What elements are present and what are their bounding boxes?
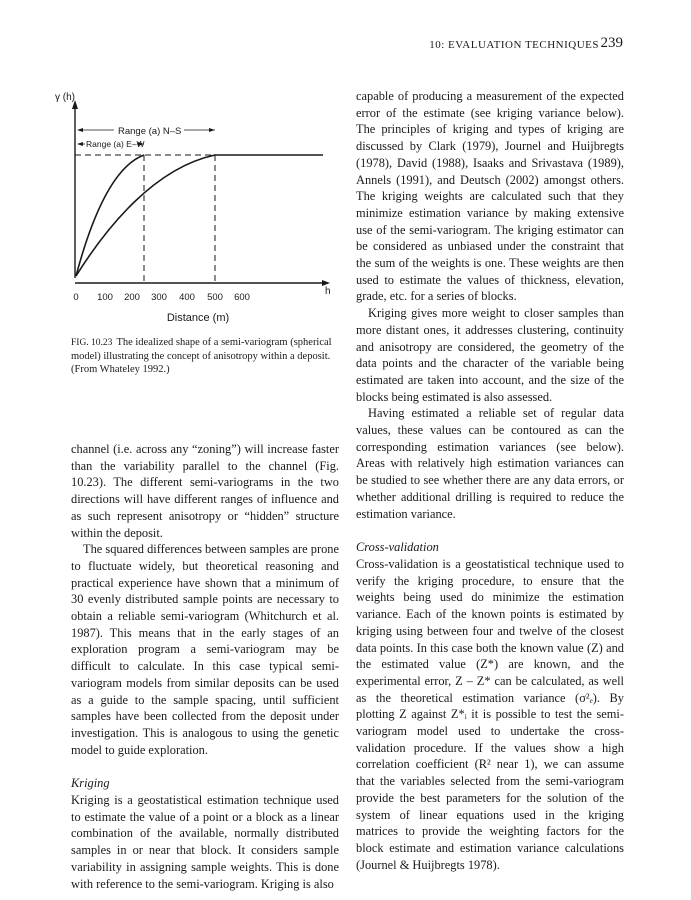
page-number: 239 xyxy=(600,35,623,51)
axis-title: Distance (m) xyxy=(166,312,230,324)
tick-500: 500 xyxy=(207,292,223,303)
paragraph: capable of producing a measurement of the expected error of the estimate (see kriging variance below). The principles of kriging and types of kriging are discussed by Clark (1979), Journel and Huijbregts (1978), David (1988), Isaaks and Srivastava (1989), Annels (1991), and Deutsch (2002) amongst others. The kriging weights are calculated such that they minimize estimation variance by making extensive use of the semi-variogram. The kriging estimator can be considered as unbiased under the constraint that the sum of the weights is one. These weights are then used to estimate the values of thickness, elevation, grade, etc. for a series of blocks. xyxy=(356,89,624,304)
left-column xyxy=(71,441,339,892)
semi-variogram-plot xyxy=(55,88,343,328)
paragraph: channel (i.e. across any “zoning”) will increase faster than the variability parallel to the channel (Fig. 10.23). The different semi-variograms in the two directions will have different ranges of influence and as such represent anisotropy or “hidden” structure within the deposit. xyxy=(71,442,339,540)
tick-200: 200 xyxy=(124,292,140,303)
tick-300: 300 xyxy=(151,292,167,303)
tick-100: 100 xyxy=(97,292,113,303)
caption-label: FIG. 10.23 xyxy=(71,338,113,348)
range-ns-label: Range (a) N–S xyxy=(118,126,182,137)
paragraph: The squared differences between samples are prone to fluctuate widely, but theoretical reasoning and practical experience have shown that a minimum of 30 evenly distributed sample points are necessary to obtain a reliable semi-variogram (Whitchurch et al. 1987). This means that in the early stages of an exploration program a semi-variogram may be difficult to calculate. In this case typical semi-variogram models from similar deposits can be used as a guide to the sample spacing, until sufficient samples have been collected from the deposit under investigation. This is analogous to using the genetic model to guide exploration. xyxy=(71,542,339,757)
range-ew-label: Range (a) E–W xyxy=(86,139,145,149)
section-heading-cross-validation: Cross-validation xyxy=(356,540,439,555)
paragraph: Kriging is a geostatistical estimation technique used to estimate the value of a point or a block as a linear combination of the available, normally distributed samples in or near that block. It considers sample variability in assigning sample weights. This is done with reference to the semi-variogram. Kriging is also xyxy=(71,793,339,891)
curve-ew xyxy=(76,155,144,276)
paragraph: Kriging gives more weight to closer samples than more distant ones, it addresses clustering, continuity and anisotropy are considered, the geometry of the data points and the character of the variable being estimated are taken into account, and the size of the blocks being estimated is also assessed. xyxy=(356,306,624,404)
paragraph: Having estimated a reliable set of regular data values, these values can be contoured as can the corresponding estimation variances (see below). Areas with relatively high estimation variances can be studied to see whether there are any data errors, or whether additional drilling is required to reduce the estimation variance. xyxy=(356,406,624,521)
range-ns-arrow-right xyxy=(209,128,215,132)
tick-600: 600 xyxy=(234,292,250,303)
figure-caption xyxy=(71,336,339,376)
section-heading-kriging: Kriging xyxy=(71,776,110,791)
running-head: 10: EVALUATION TECHNIQUES xyxy=(429,39,599,51)
x-axis-label: h xyxy=(325,286,331,297)
curve-ns xyxy=(76,155,323,276)
range-ew-arrow-left xyxy=(77,142,83,146)
right-column xyxy=(356,88,624,873)
tick-0: 0 xyxy=(73,292,79,303)
caption-text: The idealized shape of a semi-variogram (spherical model) illustrating the concept of anisotropy within a deposit. (From Whateley 1992.) xyxy=(71,337,332,375)
range-ns-arrow-left xyxy=(77,128,83,132)
x-tick-labels xyxy=(73,292,250,303)
tick-400: 400 xyxy=(179,292,195,303)
page-header xyxy=(0,36,691,56)
semi-variogram-figure xyxy=(55,88,343,328)
y-axis-label: γ (h) xyxy=(55,92,75,103)
paragraph: Cross-validation is a geostatistical technique used to verify the kriging procedure, to ensure that the weights being used do minimize the estimation variance. Each of the known points is estimated by kriging using between four and twelve of the closest data points. In this case both the known value (Z) and the estimated value (Z*) are known, and the experimental error, Z – Z* can be calculated, as well as the theoretical estimation variance (σ²ₑ). By plotting Z against Z*ᵢ it is possible to test the semi-variogram model used to undertake the cross-validation procedure. If the values show a high correlation coefficient (R² near 1), we can assume that the variables selected from the semi-variogram provide the best parameters for the solution of the system of linear equations used in the kriging matrices to provide the weighting factors for the block estimate and estimation variance calculations (Journel & Huijbregts 1978). xyxy=(356,556,624,872)
